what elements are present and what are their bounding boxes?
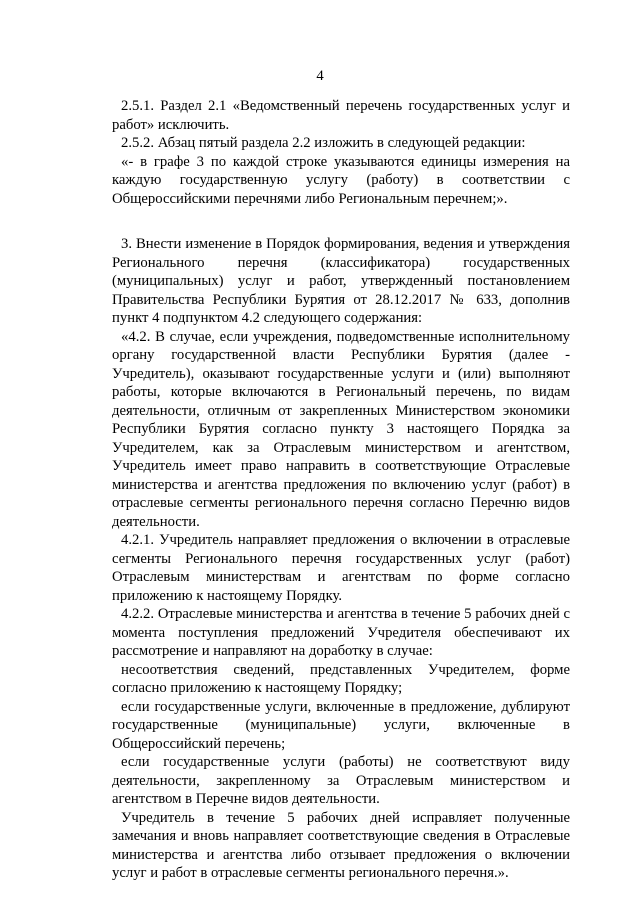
paragraph-founder-corrections: Учредитель в течение 5 рабочих дней исправляет полученные замечания и вновь направляет соответствующие сведения в Отраслевые министерства и агентства либо отзывает предложения о включении услуг и работ в отраслевые сегменты регионального перечня.». — [112, 809, 570, 881]
paragraph-case-1: несоответствия сведений, представленных Учредителем, форме согласно приложению к настоящему Порядку; — [112, 661, 570, 696]
paragraph-2-5-1: 2.5.1. Раздел 2.1 «Ведомственный перечень государственных услуг и работ» исключить. — [112, 98, 570, 133]
paragraph-3: 3. Внести изменение в Порядок формирования, ведения и утверждения Регионального перечня (классификатора) государственных (муниципальных) услуг и работ, утвержденный постановлением Правительства Республики Бурятия от 28.12.2017 № 633, дополнив пункт 4 подпунктом 4.2 следующего содержания: — [112, 236, 570, 326]
paragraph-case-3: если государственные услуги (работы) не соответствуют виду деятельности, закрепленному за Отраслевым министерством и агентством в Перечне видов деятельности. — [112, 754, 570, 807]
paragraph-gap — [112, 208, 570, 235]
paragraph-2-5-2: 2.5.2. Абзац пятый раздела 2.2 изложить в следующей редакции: — [121, 135, 526, 151]
paragraph-4-2-1: 4.2.1. Учредитель направляет предложения о включении в отраслевые сегменты Регионального перечня государственных услуг (работ) Отраслевым министерствам и агентствам по форме согласно приложению к настоящему Порядку. — [112, 532, 570, 604]
paragraph-4-2-2: 4.2.2. Отраслевые министерства и агентства в течение 5 рабочих дней с момента поступления предложений Учредителя обеспечивают их рассмотрение и направляют на доработку в случае: — [112, 606, 570, 659]
page-number: 4 — [316, 68, 324, 84]
document-body — [112, 97, 570, 883]
paragraph-4-2: «4.2. В случае, если учреждения, подведомственные исполнительному органу государственной власти Республики Бурятия (далее - Учредитель), оказывают государственные услуги и (или) выполняют работы, которые включаются в Региональный перечень, по видам деятельности, отличным от закрепленных Министерством экономики Республики Бурятия согласно пункту 3 настоящего Порядка за Учредителем, как за Отраслевым министерством и агентством, Учредитель имеет право направить в соответствующие Отраслевые министерства и агентства предложения по включению услуг (работ) в отраслевые сегменты регионального перечня согласно Перечню видов деятельности. — [112, 328, 570, 530]
paragraph-quote-column-3: «- в графе 3 по каждой строке указываются единицы измерения на каждую государственную услугу (работу) в соответствии с Общероссийскими перечнями либо Региональным перечнем;». — [112, 153, 570, 207]
paragraph-case-2: если государственные услуги, включенные в предложение, дублируют государственные (муниципальные) услуги, включенные в Общероссийский перечень; — [112, 698, 570, 752]
